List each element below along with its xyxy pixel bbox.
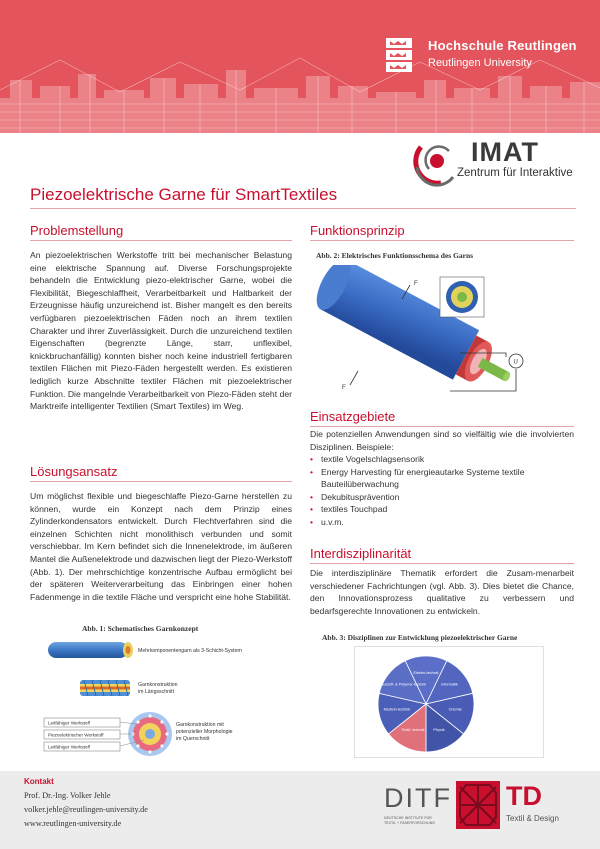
contact-email[interactable]: volker.jehle@reutlingen-university.de xyxy=(24,805,148,814)
heading-funktionsprinzip: Funktionsprinzip xyxy=(310,223,405,238)
fig1-label-3b: potenzieller Morphologie xyxy=(176,729,233,735)
heading-loesungsansatz: Lösungsansatz xyxy=(30,464,118,479)
list-item: • textiles Touchpad xyxy=(310,504,388,515)
rule-problemstellung xyxy=(30,240,292,241)
rule-einsatzgebiete xyxy=(310,426,574,427)
fig1-label-2b: im Längsschnitt xyxy=(138,689,175,695)
usage-intro: Die potenziellen Anwendungen sind so vielfältig wie die involvierten Disziplinen. Beispiele: xyxy=(310,429,574,452)
list-item: • u.v.m. xyxy=(310,516,344,527)
td-crest-icon xyxy=(456,781,500,829)
title-rule xyxy=(30,208,576,209)
fig1-box-2: Piezoelektrischer Werkstoff xyxy=(48,732,104,738)
fig2-function-scheme xyxy=(310,265,540,405)
fig1-label-3c: im Querschnitt xyxy=(176,736,210,742)
ditf-logo xyxy=(384,783,452,833)
wheel-segment-label: Medizin-technik xyxy=(383,707,410,712)
university-name: Hochschule Reutlingen xyxy=(428,38,577,53)
list-item: • Dekubitusprävention xyxy=(310,491,400,502)
rule-funktionsprinzip xyxy=(310,240,574,241)
imat-name: IMAT xyxy=(471,137,539,167)
usage-list xyxy=(310,453,574,529)
yarn-longitudinal-icon xyxy=(80,680,130,696)
heading-einsatzgebiete: Einsatzgebiete xyxy=(310,409,396,424)
imat-logo xyxy=(413,137,593,187)
problem-text: An piezoelektrischen Werkstoffe tritt bei mechanischer Belastung eine elektrische Spannung auf. Diverse Forschungsprojekte behandeln die Entwicklung piezo-elektrischer Garne, wobei die Flexibilität, Biegeschlaffheit, Verarbeitbarkeit und Haltbarkeit der Erzeugnisse häufig unzureichend ist. Bisher mangelt es den bereits verfügbaren piezoelektrischen Fäden noch an ihrem textilen Charakter und ihrer Zuverlässigkeit. Durch die unzureichend textilen Eigenschaften (begrenzte Länge, starr, unflexibel, knickbruchanfällig) konnten bisher noch keine industriell fertigbaren textilen Flächen mit Piezo-Fäden hergestellt werden. Es existieren lediglich kurze Abschnitte textiler Flächen mit piezoelektrischer Funktion. Die mangelnde Verarbeitbarkeit von Piezo-Fäden steht der Marktreife intelligenter Textilien (Smart Textiles) im Weg. xyxy=(30,250,292,412)
fig3-caption: Abb. 3: Disziplinen zur Entwicklung piezoelektrischer Garne xyxy=(322,633,518,642)
ditf-sub2: TEXTIL + FASERFORSCHUNG xyxy=(384,821,436,825)
fig1-label-3a: Garnkonstruktion mit xyxy=(176,722,224,728)
voltmeter-label: U xyxy=(513,359,518,366)
cross-section-inset-icon xyxy=(440,277,484,317)
fig1-box-1: Leitfähiger Werkstoff xyxy=(48,720,90,726)
page-title: Piezoelektrische Garne für SmartTextiles xyxy=(30,185,338,204)
fig1-label-2a: Garnkonstruktion xyxy=(138,682,178,688)
list-item: • textile Vogelschlagsensorik xyxy=(310,454,425,464)
td-logo xyxy=(456,781,576,831)
wheel-segment-label: Physik xyxy=(433,728,445,732)
wheel-segment-label: Chemie xyxy=(448,707,462,712)
ditf-name: DITF xyxy=(384,783,452,813)
yarn-3-layer-icon xyxy=(48,642,133,658)
fig1-caption: Abb. 1: Schematisches Garnkonzept xyxy=(82,624,199,633)
imat-swirl-icon xyxy=(413,137,463,187)
td-subtitle: Textil & Design xyxy=(506,814,559,823)
fig2-caption: Abb. 2: Elektrisches Funktionsschema des Garns xyxy=(316,251,474,260)
crest-icon xyxy=(384,36,414,76)
wheel-segment-label: Baustoff- & Polymer-technik xyxy=(379,682,426,687)
list-item: • Energy Harvesting für energieautarke Systeme textile Bauteilüberwachung xyxy=(310,466,525,490)
solution-text: Um möglichst flexible und biegeschlaffe Piezo-Garne herstellen zu können, wurde ein Konzept nach dem Prinzip eines Zylinderkondensators entwickelt. Durch Flechtverfahren sind die einzelnen Schichten nicht monolithisch verbunden und somit verschiebbar. Im Kern befindet sich die Innenelektrode, im äußeren Mantel die Außenelektrode und dazwischen liegt der Piezo-Werkstoff (Abb. 1). Der mehrschichtige konzentrische Aufbau ermöglicht bei der späteren Weiterverarbeitung das Einbringen einer hohen Fadenmenge in die textile Fläche und verspricht eine hohe Stabilität. xyxy=(30,491,292,602)
contact-website[interactable]: www.reutlingen-university.de xyxy=(24,819,122,828)
heading-interdisziplinaritaet: Interdisziplinarität xyxy=(310,546,412,561)
rule-interdisziplinaritaet xyxy=(310,563,574,564)
force-label-bottom: F xyxy=(342,385,346,391)
wheel-segment-label: Textil- technik xyxy=(401,728,425,732)
contact-label: Kontakt xyxy=(24,777,54,786)
fig3-discipline-wheel xyxy=(354,646,544,758)
university-name-en: Reutlingen University xyxy=(428,57,532,69)
header-banner xyxy=(0,0,600,133)
fig1-label-1: Mehrkomponentengarn als 3-Schicht-System xyxy=(138,648,242,654)
rule-loesungsansatz xyxy=(30,481,292,482)
wheel-segment-label: Informatik xyxy=(441,682,458,687)
heading-problemstellung: Problemstellung xyxy=(30,223,124,238)
force-label-top: F xyxy=(414,281,418,287)
fig1-box-3: Leitfähiger Werkstoff xyxy=(48,744,90,750)
contact-name: Prof. Dr.-Ing. Volker Jehle xyxy=(24,791,111,800)
ditf-sub1: DEUTSCHE INSTITUTE FÜR xyxy=(384,816,432,820)
interdisc-text: Die interdisziplinäre Thematik erfordert die Zusam-menarbeit verschiedener Fachrichtungen (vgl. Abb. 3). Dies bietet die Chance, den Innovationsprozess qualitative zu verbessern und bedarfsgerechte Innovationen zu entwickeln. xyxy=(310,568,574,616)
imat-subtitle: Zentrum für Interaktive xyxy=(457,167,573,179)
wheel-segment-label: Elektro-technik xyxy=(413,671,439,675)
td-name: TD xyxy=(506,781,542,811)
fig1-yarn-concept xyxy=(40,634,310,764)
